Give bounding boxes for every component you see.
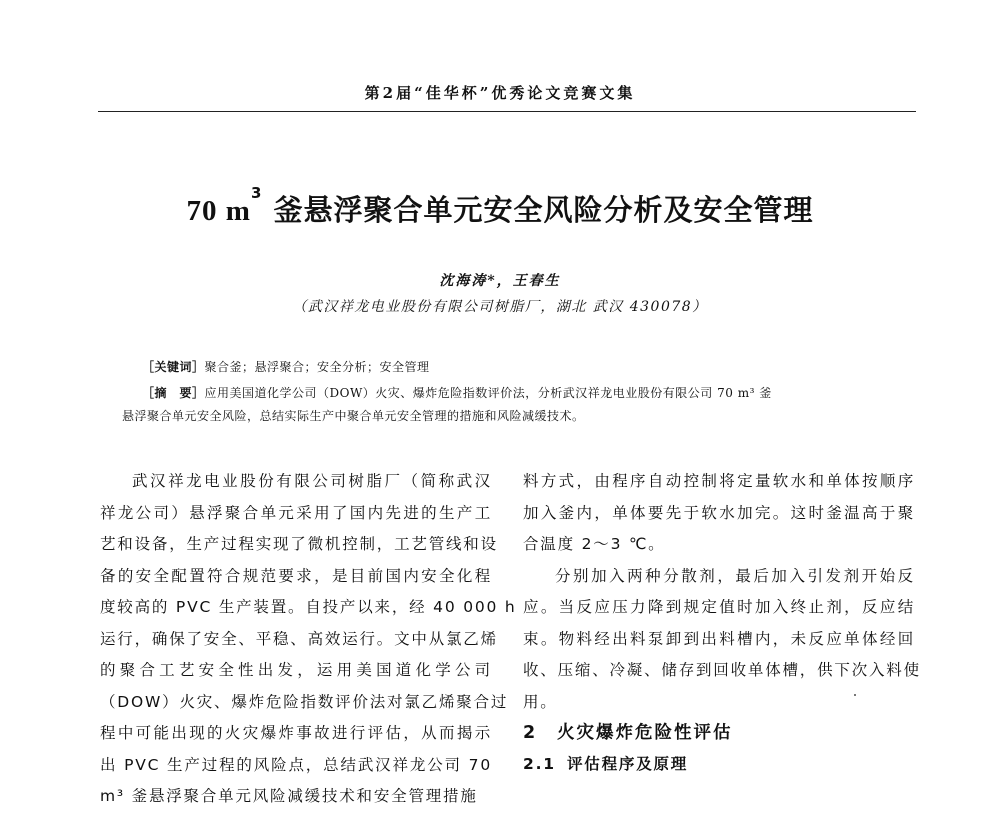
header-rule xyxy=(98,111,916,112)
abstract-line-2: 悬浮聚合单元安全风险，总结实际生产中聚合单元安全管理的措施和风险减缓技术。 xyxy=(122,409,585,423)
subsection-number: 2.1 xyxy=(523,755,556,773)
section-heading xyxy=(523,718,915,749)
body-line-clipped: m³ 釜悬浮聚合单元风险减缓技术和安全管理措施 xyxy=(100,787,478,805)
abstract-label: ［摘 要］ xyxy=(142,386,205,400)
title-number: 70 m xyxy=(186,195,251,227)
body-line: 料方式，由程序自动控制将定量软水和单体按顺序 xyxy=(523,472,915,490)
body-line: 分别加入两种分散剂，最后加入引发剂开始反 xyxy=(555,566,915,585)
body-line: 加入釜内，单体要先于软水加完。这时釜温高于聚 xyxy=(523,503,915,522)
keywords xyxy=(142,358,902,375)
body-line: 艺和设备，生产过程实现了微机控制，工艺管线和设 xyxy=(100,535,498,553)
title-text: 釜悬浮聚合单元安全风险分析及安全管理 xyxy=(262,193,814,227)
abstract-line-1 xyxy=(122,382,892,405)
body-line: 度较高的 PVC 生产装置。自投产以来，经 40 000 h xyxy=(100,598,517,616)
body-line: 武汉祥龙电业股份有限公司树脂厂（简称武汉 xyxy=(132,472,492,490)
body-line: 运行，确保了安全、平稳、高效运行。文中从氯乙烯 xyxy=(100,629,498,648)
subsection-heading xyxy=(523,749,915,780)
left-column xyxy=(100,466,517,805)
body-line: 收、压缩、冷凝、储存到回收单体槽，供下次入料使 xyxy=(523,661,921,679)
body-line: （DOW）火灾、爆炸危险指数评价法对氯乙烯聚合过 xyxy=(100,692,509,711)
abstract-line-1-text: 应用美国道化学公司（DOW）火灾、爆炸危险指数评价法，分析武汉祥龙电业股份有限公司 70 m³ 釜 xyxy=(204,386,772,400)
scan-speck xyxy=(854,694,856,696)
subsection-title: 评估程序及原理 xyxy=(567,755,689,773)
paper-title xyxy=(0,184,1000,229)
body-line: 合温度 2～3 ℃。 xyxy=(523,535,666,553)
process-paragraph-2 xyxy=(523,561,921,719)
keywords-label: ［关键词］ xyxy=(142,360,205,374)
process-paragraph-1 xyxy=(523,466,915,561)
body-line: 备的安全配置符合规范要求，是目前国内安全化程 xyxy=(100,566,492,585)
intro-paragraph xyxy=(100,466,517,805)
body-line: 祥龙公司）悬浮聚合单元采用了国内先进的生产工 xyxy=(100,503,492,522)
body-line: 程中可能出现的火灾爆炸事故进行评估，从而揭示 xyxy=(100,724,492,742)
body-line: 出 PVC 生产过程的风险点，总结武汉祥龙公司 70 xyxy=(100,755,492,774)
body-line: 的聚合工艺安全性出发，运用美国道化学公司 xyxy=(100,661,492,679)
body-line: 束。物料经出料泵卸到出料槽内，未反应单体经回 xyxy=(523,629,915,648)
title-superscript: 3 xyxy=(250,184,263,202)
section-title: 火灾爆炸危险性评估 xyxy=(557,723,733,743)
keywords-text: 聚合釜；悬浮聚合；安全分析；安全管理 xyxy=(204,360,430,374)
section-number: 2 xyxy=(523,723,538,743)
body-line: 应。当反应压力降到规定值时加入终止剂，反应结 xyxy=(523,598,915,616)
abstract xyxy=(122,382,892,428)
body-line: 用。 xyxy=(523,692,558,711)
right-column xyxy=(523,466,921,780)
authors: 沈海涛*，王春生 xyxy=(439,273,561,289)
running-header: 第2届“佳华杯”优秀论文竞赛文集 xyxy=(364,84,636,102)
affiliation: （武汉祥龙电业股份有限公司树脂厂，湖北 武汉 430078） xyxy=(292,299,708,315)
